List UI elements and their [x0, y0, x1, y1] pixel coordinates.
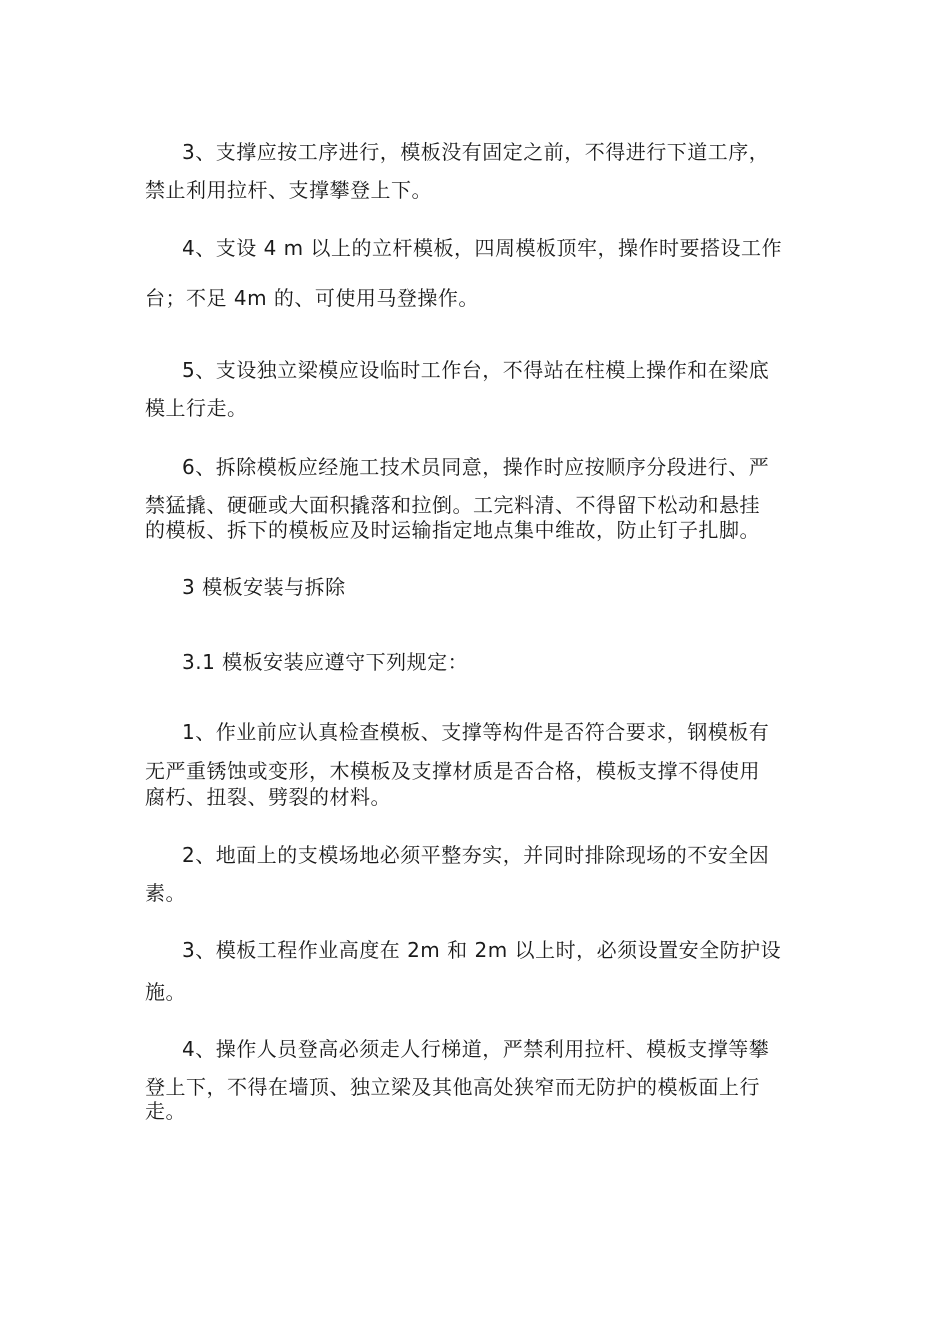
rule-4-line-3: 走。 [145, 1099, 186, 1123]
rule-2-line-2: 素。 [145, 881, 186, 905]
rule-4-line-2: 登上下，不得在墙顶、独立梁及其他高处狭窄而无防护的模板面上行 [145, 1075, 760, 1099]
paragraph-1-line-2: 禁止利用拉杆、支撑攀登上下。 [145, 178, 432, 202]
rule-1-line-3: 腐朽、扭裂、劈裂的材料。 [145, 785, 391, 809]
paragraph-4-line-1: 6、拆除模板应经施工技术员同意，操作时应按顺序分段进行、严 [182, 455, 770, 479]
paragraph-2-line-1: 4、支设 4 m 以上的立杆模板，四周模板顶牢，操作时要搭设工作 [182, 236, 783, 260]
rule-3-line-1: 3、模板工程作业高度在 2m 和 2m 以上时，必须设置安全防护设 [182, 938, 782, 962]
paragraph-2-line-2: 台；不足 4m 的、可使用马登操作。 [145, 286, 479, 310]
section-heading: 3 模板安装与拆除 [182, 575, 346, 599]
rule-3-line-2: 施。 [145, 980, 186, 1004]
subsection-heading: 3.1 模板安装应遵守下列规定： [182, 650, 469, 674]
rule-4-line-1: 4、操作人员登高必须走人行梯道，严禁利用拉杆、模板支撑等攀 [182, 1037, 770, 1061]
paragraph-3-line-1: 5、支设独立梁模应设临时工作台，不得站在柱模上操作和在梁底 [182, 358, 770, 382]
paragraph-4-line-3: 的模板、拆下的模板应及时运输指定地点集中维故，防止钉子扎脚。 [145, 518, 760, 542]
rule-2-line-1: 2、地面上的支模场地必须平整夯实，并同时排除现场的不安全因 [182, 843, 770, 867]
paragraph-1-line-1: 3、支撑应按工序进行，模板没有固定之前，不得进行下道工序， [182, 140, 770, 164]
paragraph-3-line-2: 模上行走。 [145, 396, 248, 420]
rule-1-line-1: 1、作业前应认真检查模板、支撑等构件是否符合要求，钢模板有 [182, 720, 770, 744]
rule-1-line-2: 无严重锈蚀或变形，木模板及支撑材质是否合格，模板支撑不得使用 [145, 759, 760, 783]
paragraph-4-line-2: 禁猛撬、硬砸或大面积撬落和拉倒。工完料清、不得留下松动和悬挂 [145, 493, 760, 517]
